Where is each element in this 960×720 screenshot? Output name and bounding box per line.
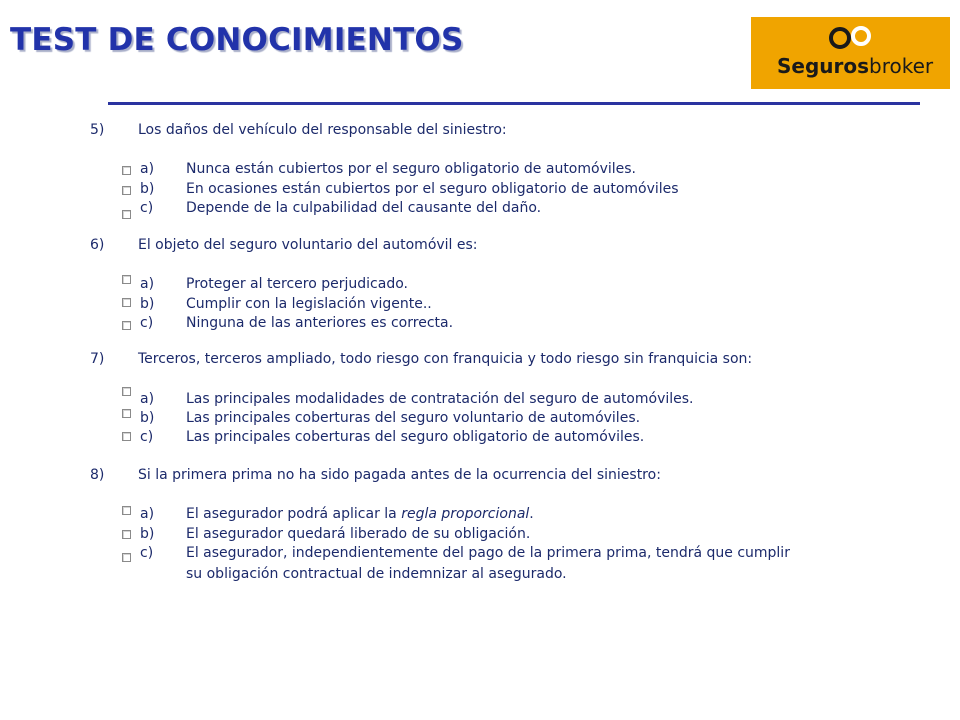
option-letter: b) xyxy=(140,526,155,542)
option-text-italic: regla proporcional xyxy=(401,506,530,522)
checkbox-icon[interactable] xyxy=(122,210,131,219)
question-number: 5) xyxy=(90,122,105,138)
option-letter: b) xyxy=(140,296,155,312)
option-letter: a) xyxy=(140,161,155,177)
option-text xyxy=(186,504,534,525)
option-text: El asegurador, independientemente del pago de la primera prima, tendrá que cumplir xyxy=(186,545,790,561)
option-text: Cumplir con la legislación vigente.. xyxy=(186,296,432,312)
checkbox-icon[interactable] xyxy=(122,186,131,195)
checkbox-icon[interactable] xyxy=(122,530,131,539)
checkbox-icon[interactable] xyxy=(122,275,131,284)
question-text: Los daños del vehículo del responsable del siniestro: xyxy=(138,122,507,138)
checkbox-icon[interactable] xyxy=(122,409,131,418)
option-letter: c) xyxy=(140,429,154,445)
option-text: Ninguna de las anteriores es correcta. xyxy=(186,315,454,331)
question-text: El objeto del seguro voluntario del automóvil es: xyxy=(138,237,478,253)
checkbox-icon[interactable] xyxy=(122,321,131,330)
option-text: El asegurador quedará liberado de su obligación. xyxy=(186,526,531,542)
option-text: Las principales coberturas del seguro voluntario de automóviles. xyxy=(186,410,641,426)
checkbox-icon[interactable] xyxy=(122,298,131,307)
option-letter: c) xyxy=(140,315,154,331)
logo-wordmark xyxy=(777,54,933,78)
option-letter: a) xyxy=(140,506,155,522)
option-letter: b) xyxy=(140,181,155,197)
question-number: 6) xyxy=(90,237,105,253)
checkbox-icon[interactable] xyxy=(122,432,131,441)
option-letter: a) xyxy=(140,276,155,292)
option-text: Depende de la culpabilidad del causante del daño. xyxy=(186,200,542,216)
option-text: Proteger al tercero perjudicado. xyxy=(186,276,408,292)
checkbox-icon[interactable] xyxy=(122,553,131,562)
option-text: Las principales modalidades de contratación del seguro de automóviles. xyxy=(186,391,694,407)
option-text-line2: su obligación contractual de indemnizar al asegurado. xyxy=(186,566,567,582)
logo-brand-bold: Seguros xyxy=(777,54,870,78)
checkbox-icon[interactable] xyxy=(122,387,131,396)
option-text: En ocasiones están cubiertos por el seguro obligatorio de automóviles xyxy=(186,181,679,197)
checkbox-icon[interactable] xyxy=(122,506,131,515)
question-number: 7) xyxy=(90,351,105,367)
option-letter: c) xyxy=(140,545,154,561)
logo-brand-light: broker xyxy=(869,54,934,78)
question-number: 8) xyxy=(90,467,105,483)
option-text-end: . xyxy=(529,506,534,522)
option-letter: a) xyxy=(140,391,155,407)
title-divider xyxy=(108,102,920,105)
segurosbroker-logo-icon xyxy=(828,25,874,51)
option-letter: b) xyxy=(140,410,155,426)
option-text: Las principales coberturas del seguro obligatorio de automóviles. xyxy=(186,429,645,445)
segurosbroker-logo xyxy=(751,17,950,89)
page-title: TEST DE CONOCIMIENTOS xyxy=(10,22,464,58)
option-text-start: El asegurador podrá aplicar la xyxy=(186,506,402,522)
question-text: Si la primera prima no ha sido pagada antes de la ocurrencia del siniestro: xyxy=(138,467,661,483)
checkbox-icon[interactable] xyxy=(122,166,131,175)
question-text: Terceros, terceros ampliado, todo riesgo con franquicia y todo riesgo sin franquicia son: xyxy=(138,351,753,367)
option-text: Nunca están cubiertos por el seguro obligatorio de automóviles. xyxy=(186,161,636,177)
option-letter: c) xyxy=(140,200,154,216)
